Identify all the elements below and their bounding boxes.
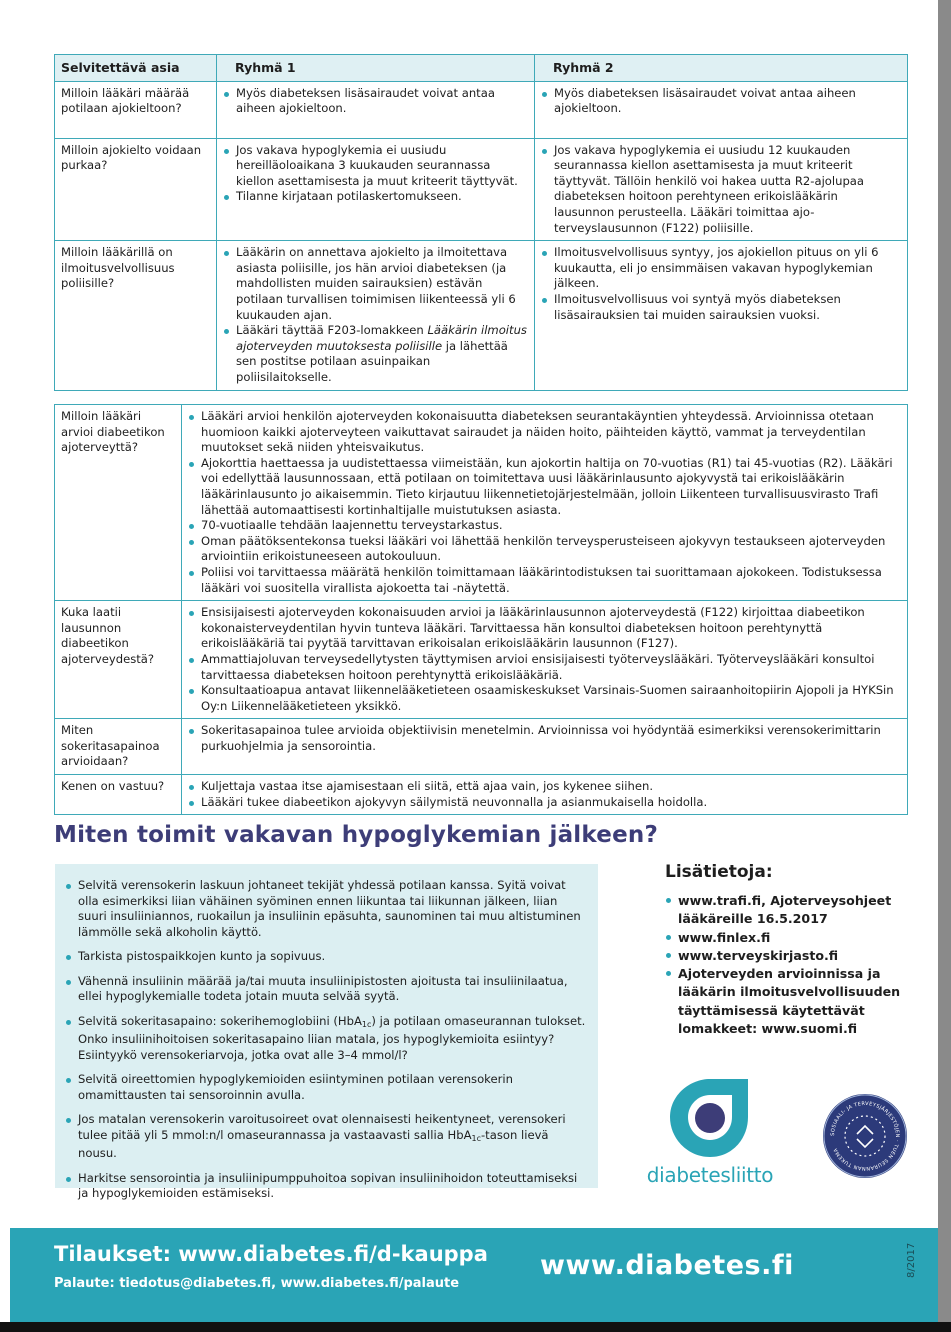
answer-cell bbox=[182, 601, 908, 719]
list-item: Tilanne kirjataan potilaskertomukseen. bbox=[223, 189, 528, 205]
column-header: Ryhmä 1 bbox=[217, 55, 535, 82]
list-item: Myös diabeteksen lisäsairaudet voivat antaa aiheen ajokieltoon. bbox=[541, 86, 901, 117]
page-edge-right bbox=[938, 0, 951, 1332]
column-header: Selvitettävä asia bbox=[55, 55, 217, 82]
health-organization-seal-icon bbox=[822, 1093, 908, 1179]
footer bbox=[10, 1228, 938, 1322]
more-info-link[interactable]: www.finlex.fi bbox=[665, 929, 915, 947]
date-code: 8/2017 bbox=[906, 1242, 917, 1278]
list-item: Selvitä verensokerin laskuun johtaneet tekijät yhdessä potilaan kanssa. Syitä voivat olla esimerkiksi liian vähäinen syöminen ennen liikuntaa tai liikunnan jälkeen, liian suuri insuliiniannos, ruokailun ja insuliinin epäsuhta, saunominen tai muu altistuminen lämmölle sekä alkoholin käyttö. bbox=[65, 878, 586, 940]
table-row bbox=[55, 138, 908, 241]
answer-cell bbox=[182, 775, 908, 815]
row-question: Milloin lääkärillä on ilmoitusvelvollisuus poliisille? bbox=[55, 241, 217, 390]
row-question: Kenen on vastuu? bbox=[55, 775, 182, 815]
text-span: -tason lievä nousu. bbox=[78, 1127, 549, 1160]
driving-groups-table bbox=[54, 54, 908, 391]
list-item: Ajokorttia haettaessa ja uudistettaessa viimeistään, kun ajokortin haltija on 70-vuotias (R1) tai 45-vuotias (R2). Lääkäri voi edellyttää lausunnossaan, että potilaan on toimitettava uusi lääkärinlausunto ajokyvystä tai erikoislääkärin lääkärinlausunto jo aikaisemmin. Tieto kirjautuu liikennetietojärjestelmään, jolloin Liikenteen turvallisuusvirasto Trafi lähettää automaattisesti kortinhaltijalle muistutuksen asiasta. bbox=[188, 456, 901, 518]
text-span: ja lähettää sen postitse potilaan asuinpaikan poliisilaitokselle. bbox=[236, 338, 508, 384]
list-item: Lääkärin on annettava ajokielto ja ilmoitettava asiasta poliisille, jos hän arvioi diabeteksen (ja mahdollisten muiden sairauksien) estävän potilaan turvallisen toimimisen liikenteessä yli 6 kuukauden ajan. bbox=[223, 245, 528, 323]
list-item: Myös diabeteksen lisäsairaudet voivat antaa aiheen ajokieltoon. bbox=[223, 86, 528, 117]
hypoglycemia-guidance-box bbox=[55, 864, 598, 1200]
driving-health-table bbox=[54, 404, 908, 815]
list-item: Oman päätöksentekonsa tueksi lääkäri voi lähettää henkilön terveysperusteiseen ajokyvyn testaukseen ajoterveyden arviointiin erikoistuneeseen autokouluun. bbox=[188, 534, 901, 565]
list-item: Lääkäri arvioi henkilön ajoterveyden kokonaisuutta diabeteksen seurantakäyntien yhteydessä. Arvioinnissa otetaan huomioon kaikki ajoterveyteen vaikuttavat sairaudet ja näiden hoito, päihteiden käyttö, vammat ja terveydentilan muutokset sekä niiden yhteisvaikutus. bbox=[188, 409, 901, 456]
site-link[interactable]: www.diabetes.fi bbox=[540, 1250, 794, 1281]
list-item bbox=[65, 1014, 586, 1064]
list-item: Vähennä insuliinin määrää ja/tai muuta insuliinipistosten ajoitusta tai insuliinilaatua, ellei hypoglykemialle todeta jotain muuta selvää syytä. bbox=[65, 974, 586, 1005]
diabetesliitto-logo-icon bbox=[630, 1075, 790, 1165]
group2-cell bbox=[535, 241, 908, 390]
list-item: Harkitse sensorointia ja insuliinipumppuhoitoa sopivan insuliinihoidon toteuttamiseksi ja hypoglykemioiden estämiseksi. bbox=[65, 1171, 586, 1202]
form-name: Lääkärin ilmoitus ajoterveyden muutoksesta poliisille bbox=[236, 323, 527, 353]
group1-cell bbox=[217, 138, 535, 241]
table-row bbox=[55, 775, 908, 815]
list-item: Konsultaatioapua antavat liikennelääketieteen osaamiskeskukset Varsinais-Suomen sairaanhoitopiirin Ajopoli ja HYKSin Oy:n Liikennelääketieteen yksikkö. bbox=[188, 683, 901, 714]
column-header: Ryhmä 2 bbox=[535, 55, 908, 82]
table-row bbox=[55, 601, 908, 719]
list-item: Sokeritasapainoa tulee arvioida objektiivisin menetelmin. Arvioinnissa voi hyödyntää esimerkiksi verensokerimittarin purkuohjelmia ja sensorointia. bbox=[188, 723, 901, 754]
text-span: ) ja potilaan omaseurannan tulokset. Onko insuliinihoitoisen sokeritasapaino liian matala, jos hypoglykemioita esiintyy? Esiintyykö verensokeriarvoja, jotka ovat alle 3–4 mmol/l? bbox=[78, 1013, 586, 1062]
subscript: 1c bbox=[471, 1133, 481, 1143]
list-item: 70-vuotiaalle tehdään laajennettu terveystarkastus. bbox=[188, 518, 901, 534]
row-question: Kuka laatii lausunnon diabeetikon ajoterveydestä? bbox=[55, 601, 182, 719]
answer-cell bbox=[182, 719, 908, 775]
list-item: Ilmoitusvelvollisuus voi syntyä myös diabeteksen lisäsairauksien tai muiden sairauksien vuoksi. bbox=[541, 292, 901, 323]
table-header-row bbox=[55, 55, 908, 82]
feedback-link[interactable]: Palaute: tiedotus@diabetes.fi, www.diabetes.fi/palaute bbox=[54, 1276, 460, 1291]
row-question: Milloin ajokielto voidaan purkaa? bbox=[55, 138, 217, 241]
list-item: Lääkäri tukee diabeetikon ajokyvyn säilymistä neuvonnalla ja asianmukaisella hoidolla. bbox=[188, 795, 901, 811]
list-item bbox=[65, 1112, 586, 1162]
list-item: Selvitä oireettomien hypoglykemioiden esiintyminen potilaan verensokerin omamittausten tai sensoroinnin avulla. bbox=[65, 1072, 586, 1103]
group2-cell bbox=[535, 81, 908, 138]
list-item: Jos vakava hypoglykemia ei uusiudu 12 kuukauden seurannassa kiellon asettamisesta ja muut kriteerit täyttyvät. Tällöin henkilö voi hakea uutta R2-ajolupaa diabeteksen hoitoon perehtyneen erikoislääkärin lausunnon perusteella. Lääkäri toimittaa ajo- terveyslausunnon (F122) poliisille. bbox=[541, 143, 901, 237]
list-item: Tarkista pistospaikkojen kunto ja sopivuus. bbox=[65, 949, 586, 965]
group1-cell bbox=[217, 81, 535, 138]
row-question: Milloin lääkäri määrää potilaan ajokieltoon? bbox=[55, 81, 217, 138]
table-row bbox=[55, 241, 908, 390]
list-item: Ilmoitusvelvollisuus syntyy, jos ajokiellon pituus on yli 6 kuukautta, eli jo ensimmäisen vakavan hypoglykemian jälkeen. bbox=[541, 245, 901, 292]
text-span: Selvitä sokeritasapaino: sokerihemoglobiini (HbA bbox=[78, 1013, 362, 1028]
seal-text: SOSIAALI- JA TERVEYSJÄRJESTÖJEN · TUEN SEURANNAN TUKEMA bbox=[829, 1100, 901, 1172]
more-info-link[interactable]: www.terveyskirjasto.fi bbox=[665, 947, 915, 965]
table-row bbox=[55, 405, 908, 601]
table-row bbox=[55, 719, 908, 775]
list-item bbox=[223, 323, 528, 385]
list-item: Ammattiajoluvan terveysedellytysten täyttymisen arvioi ensisijaisesti työterveyslääkäri. Työterveyslääkäri konsultoi tarvittaessa diabeteksen hoitoon perehtynyttä erikoislääkäriä. bbox=[188, 652, 901, 683]
group1-cell bbox=[217, 241, 535, 390]
row-question: Milloin lääkäri arvioi diabeetikon ajoterveyttä? bbox=[55, 405, 182, 601]
answer-cell bbox=[182, 405, 908, 601]
text-span: Lääkäri täyttää F203-lomakkeen bbox=[236, 323, 428, 338]
list-item: Ensisijaisesti ajoterveyden kokonaisuuden arvioi ja lääkärinlausunnon ajoterveydestä (F122) kirjoittaa diabeetikon kokonaisterveydentilan hyvin tunteva lääkäri. Tarvittaessa hän konsultoi diabeteksen hoitoon perehtynyttä erikoislääkäriä tai pyytää tarvittavan erikoisalan erikoislääkärin lausunnon (F127). bbox=[188, 605, 901, 652]
logo-text: diabetesliitto bbox=[646, 1163, 774, 1187]
section-title: Miten toimit vakavan hypoglykemian jälkeen? bbox=[54, 822, 658, 848]
list-item: Kuljettaja vastaa itse ajamisestaan eli siitä, että ajaa vain, jos kykenee siihen. bbox=[188, 779, 901, 795]
table-row bbox=[55, 81, 908, 138]
list-item: Poliisi voi tarvittaessa määrätä henkilön toimittamaan lääkärintodistuksen tai suorittamaan ajokokeen. Todistuksessa lääkäri voi suositella virallista ajokoetta tai -näytettä. bbox=[188, 565, 901, 596]
page-edge-bottom bbox=[0, 1322, 951, 1332]
list-item: Jos vakava hypoglykemia ei uusiudu hereilläoloaikana 3 kuukauden seurannassa kiellon asettamisesta ja muut kriteerit täyttyvät. bbox=[223, 143, 528, 190]
more-info bbox=[665, 862, 915, 1038]
diabetesliitto-logo bbox=[630, 1075, 790, 1190]
group2-cell bbox=[535, 138, 908, 241]
row-question: Miten sokeritasapainoa arvioidaan? bbox=[55, 719, 182, 775]
orders-link[interactable]: Tilaukset: www.diabetes.fi/d-kauppa bbox=[54, 1242, 488, 1266]
more-info-link[interactable]: Ajoterveyden arvioinnissa ja lääkärin ilmoitusvelvollisuuden täyttämisessä käytettävät lomakkeet: www.suomi.fi bbox=[665, 965, 915, 1038]
more-info-title: Lisätietoja: bbox=[665, 862, 773, 882]
more-info-link[interactable]: www.trafi.fi, Ajoterveysohjeet lääkäreille 16.5.2017 bbox=[665, 892, 915, 929]
subscript: 1c bbox=[361, 1019, 372, 1029]
text-span: Jos matalan verensokerin varoitusoireet ovat olennaisesti heikentyneet, verensokeri tulee pitää yli 5 mmol:n/l omaseurannassa ja vastaavasti sallia HbA bbox=[78, 1112, 566, 1142]
